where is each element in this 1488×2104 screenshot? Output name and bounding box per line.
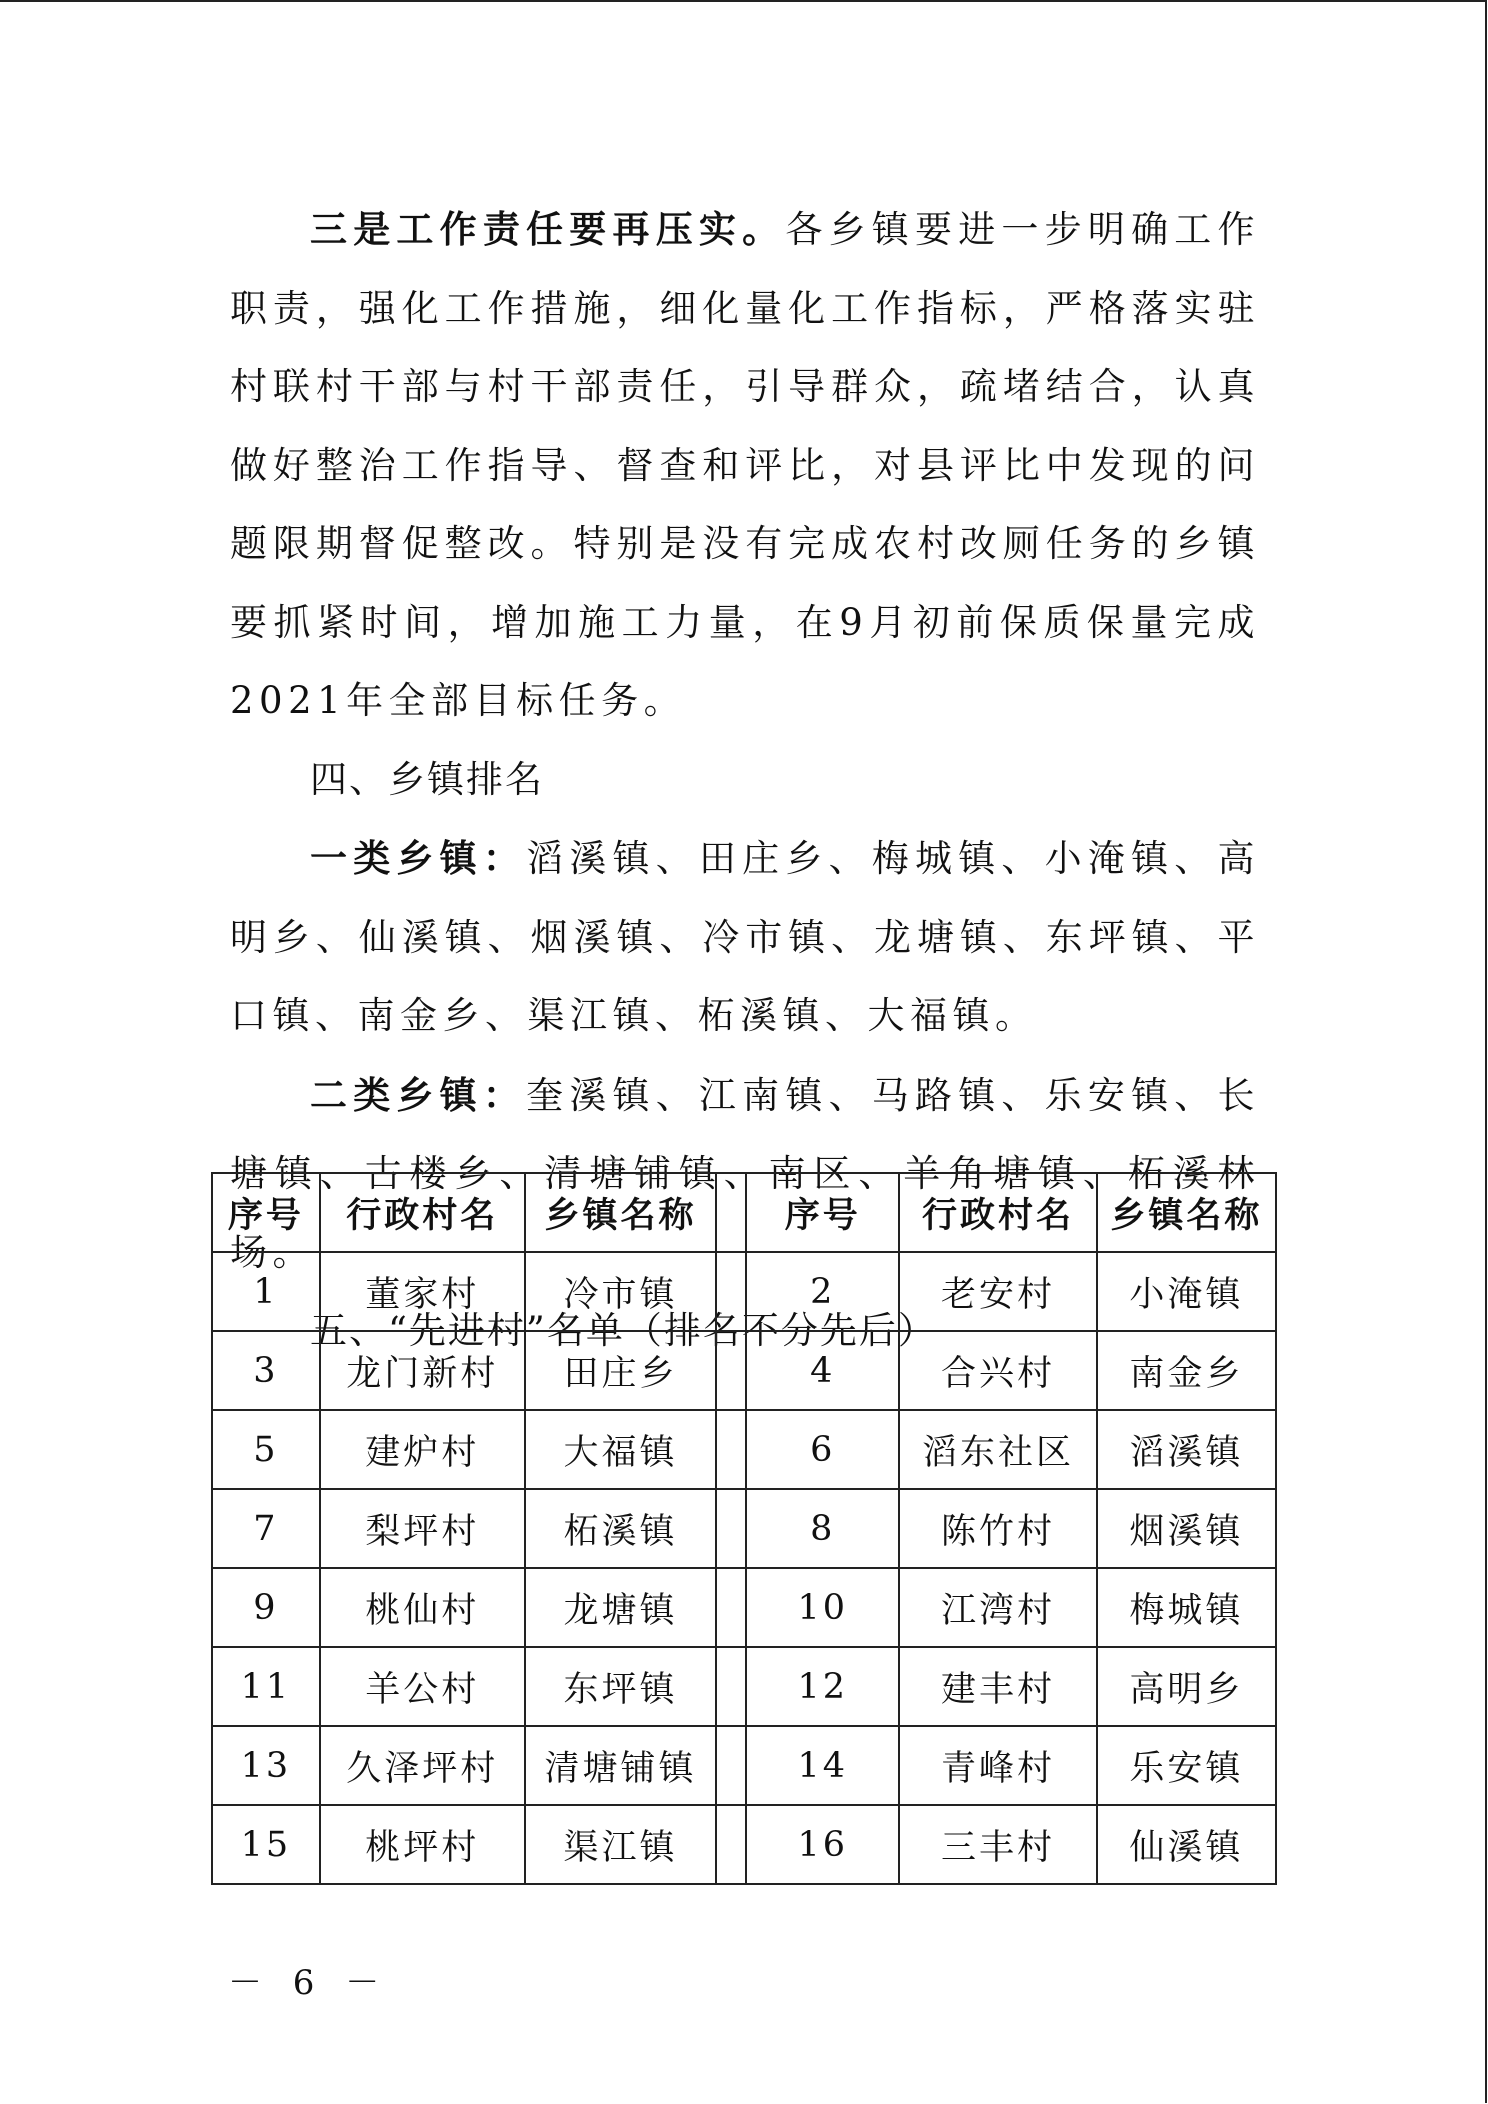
- cell-village: 桃坪村: [320, 1805, 525, 1884]
- cell-township: 仙溪镇: [1097, 1805, 1276, 1884]
- table-row: [212, 1726, 1276, 1805]
- cell-village: 青峰村: [899, 1726, 1096, 1805]
- header-village-left: 行政村名: [320, 1173, 525, 1252]
- table-row: [212, 1252, 1276, 1331]
- cell-village: 合兴村: [899, 1331, 1096, 1410]
- cell-village: 久泽坪村: [320, 1726, 525, 1805]
- cell-township: 冷市镇: [525, 1252, 716, 1331]
- header-village-right: 行政村名: [899, 1173, 1096, 1252]
- cell-index: 14: [746, 1726, 899, 1805]
- cell-township: 小淹镇: [1097, 1252, 1276, 1331]
- cell-village: 三丰村: [899, 1805, 1096, 1884]
- class1-list: 滔溪镇、田庄乡、梅城镇、小淹镇、高明乡、仙溪镇、烟溪镇、冷市镇、龙塘镇、东坪镇、平口镇、南金乡、渠江镇、柘溪镇、大福镇。: [230, 837, 1261, 1037]
- cell-township: 梅城镇: [1097, 1568, 1276, 1647]
- cell-index: 12: [746, 1647, 899, 1726]
- cell-spacer: [716, 1331, 746, 1410]
- cell-township: 高明乡: [1097, 1647, 1276, 1726]
- table-row: [212, 1410, 1276, 1489]
- cell-spacer: [716, 1489, 746, 1568]
- cell-township: 柘溪镇: [525, 1489, 716, 1568]
- cell-spacer: [716, 1568, 746, 1647]
- table-row: [212, 1489, 1276, 1568]
- section3-lead: 三是工作责任要再压实。: [310, 207, 786, 251]
- cell-index: 3: [212, 1331, 320, 1410]
- class1-paragraph: [230, 819, 1260, 1056]
- section3-body: 各乡镇要进一步明确工作职责，强化工作措施，细化量化工作指标，严格落实驻村联村干部与村干部责任，引导群众，疏堵结合，认真做好整治工作指导、督查和评比，对县评比中发现的问题限期督促整改。特别是没有完成农村改厕任务的乡镇要抓紧时间，增加施工力量，在9月初前保质保量完成2021年全部目标任务。: [230, 208, 1261, 722]
- section4-heading: 四、乡镇排名: [310, 757, 544, 801]
- cell-index: 10: [746, 1568, 899, 1647]
- cell-village: 羊公村: [320, 1647, 525, 1726]
- header-spacer: [716, 1173, 746, 1252]
- cell-village: 龙门新村: [320, 1331, 525, 1410]
- cell-index: 4: [746, 1331, 899, 1410]
- table-row: [212, 1805, 1276, 1884]
- cell-spacer: [716, 1726, 746, 1805]
- header-township-left: 乡镇名称: [525, 1173, 716, 1252]
- cell-township: 清塘铺镇: [525, 1726, 716, 1805]
- cell-index: 9: [212, 1568, 320, 1647]
- section3-paragraph: [230, 190, 1260, 741]
- cell-index: 13: [212, 1726, 320, 1805]
- cell-village: 梨坪村: [320, 1489, 525, 1568]
- cell-index: 11: [212, 1647, 320, 1726]
- cell-township: 龙塘镇: [525, 1568, 716, 1647]
- table-row: [212, 1568, 1276, 1647]
- cell-index: 8: [746, 1489, 899, 1568]
- header-index-left: 序号: [212, 1173, 320, 1252]
- cell-township: 大福镇: [525, 1410, 716, 1489]
- cell-village: 董家村: [320, 1252, 525, 1331]
- cell-village: 建丰村: [899, 1647, 1096, 1726]
- advanced-villages-table: [211, 1172, 1277, 1885]
- cell-township: 烟溪镇: [1097, 1489, 1276, 1568]
- cell-index: 6: [746, 1410, 899, 1489]
- table-header-row: [212, 1173, 1276, 1252]
- cell-village: 老安村: [899, 1252, 1096, 1331]
- header-township-right: 乡镇名称: [1097, 1173, 1276, 1252]
- table-row: [212, 1331, 1276, 1410]
- class2-label: 二类乡镇：: [310, 1072, 527, 1117]
- cell-township: 田庄乡: [525, 1331, 716, 1410]
- class1-label: 一类乡镇：: [310, 836, 527, 880]
- cell-village: 江湾村: [899, 1568, 1096, 1647]
- cell-index: 16: [746, 1805, 899, 1884]
- cell-index: 7: [212, 1489, 320, 1568]
- cell-township: 南金乡: [1097, 1331, 1276, 1410]
- cell-index: 2: [746, 1252, 899, 1331]
- cell-spacer: [716, 1647, 746, 1726]
- cell-township: 渠江镇: [525, 1805, 716, 1884]
- cell-village: 建炉村: [320, 1410, 525, 1489]
- cell-index: 15: [212, 1805, 320, 1884]
- cell-spacer: [716, 1252, 746, 1331]
- cell-village: 陈竹村: [899, 1489, 1096, 1568]
- cell-village: 滔东社区: [899, 1410, 1096, 1489]
- cell-index: 5: [212, 1410, 320, 1489]
- cell-spacer: [716, 1805, 746, 1884]
- cell-spacer: [716, 1410, 746, 1489]
- table-row: [212, 1647, 1276, 1726]
- cell-township: 乐安镇: [1097, 1726, 1276, 1805]
- page-number: － 6 －: [228, 1963, 390, 2003]
- section5-heading: 五、“先进村”名单（排名不分先后）: [310, 1309, 937, 1352]
- header-index-right: 序号: [746, 1173, 899, 1252]
- class2-list: 奎溪镇、江南镇、马路镇、乐安镇、长塘镇、古楼乡、清塘铺镇、南区、羊角塘镇、柘溪林场。: [230, 1073, 1261, 1274]
- cell-township: 东坪镇: [525, 1647, 716, 1726]
- cell-village: 桃仙村: [320, 1568, 525, 1647]
- cell-township: 滔溪镇: [1097, 1410, 1276, 1489]
- cell-index: 1: [212, 1252, 320, 1331]
